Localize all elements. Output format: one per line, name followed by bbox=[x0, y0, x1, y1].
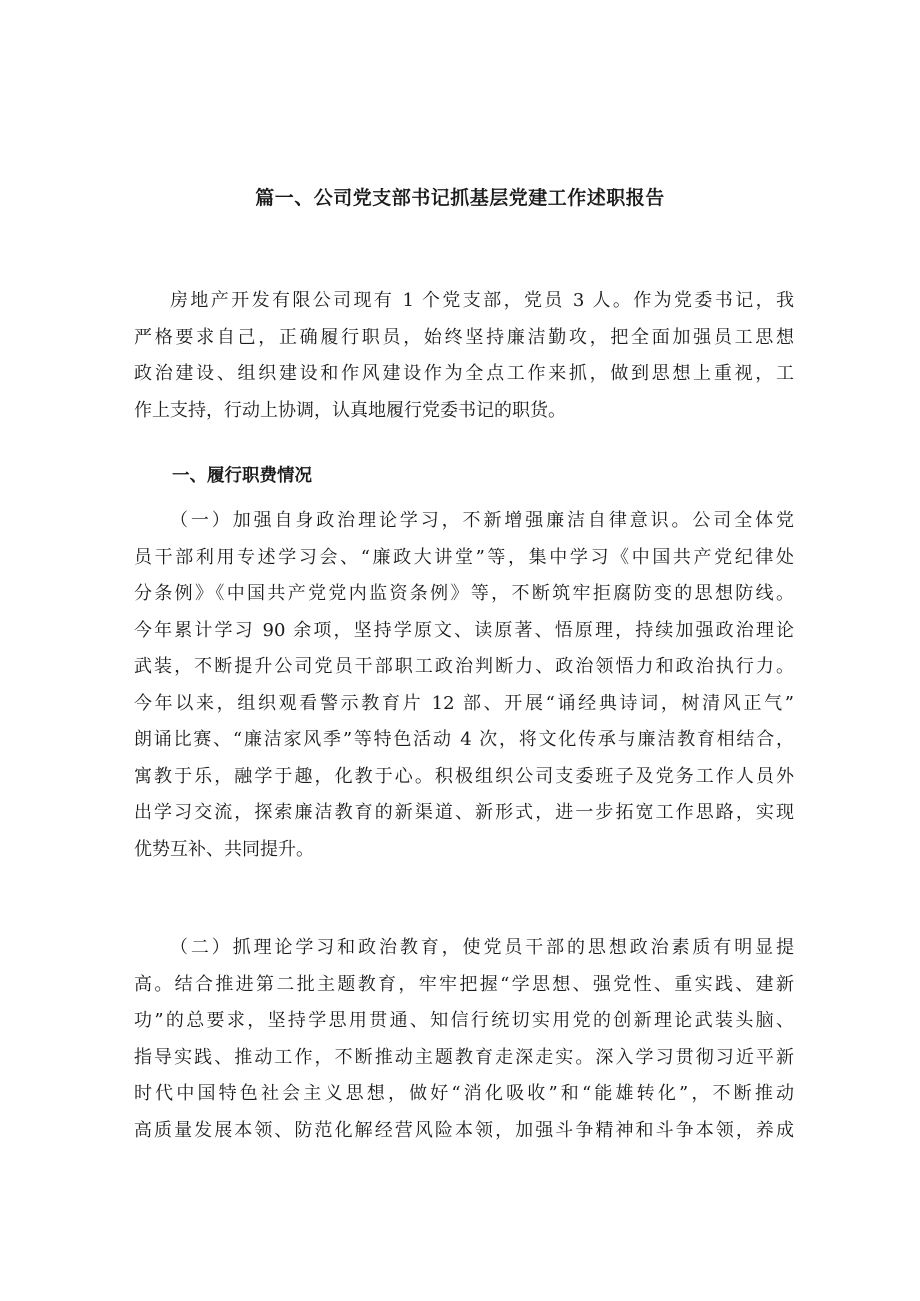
paragraph-line: 员干部利用专述学习会、“廉政大讲堂”等，集中学习《中国共产党纪律处 bbox=[134, 546, 794, 568]
paragraph-line: 严格要求自己，正确履行职员，始终坚持廉洁勤攻，把全面加强员工思想 bbox=[134, 326, 794, 348]
paragraph-line: 分条例》《中国共产党党内监资条例》等，不断筑牢拒腐防变的思想防线。 bbox=[134, 583, 794, 604]
body-paragraph-2 bbox=[134, 930, 794, 1149]
intro-paragraph bbox=[134, 283, 794, 429]
paragraph-line: 朗诵比赛、“廉洁家风季”等特色活动 4 次，将文化传承与廉洁教育相结合， bbox=[134, 729, 794, 750]
body-paragraph-1 bbox=[134, 503, 794, 868]
paragraph-line: （二）抓理论学习和政治教育，使党员干部的思想政治素质有明显提 bbox=[170, 937, 794, 958]
page-title: 篇一、公司党支部书记抓基层党建工作述职报告 bbox=[255, 187, 665, 209]
section-heading: 一、履行职费情况 bbox=[172, 466, 312, 486]
paragraph-line: 房地产开发有限公司现有 1 个党支部，党员 3 人。作为党委书记，我 bbox=[170, 290, 794, 311]
paragraph-line: 功”的总要求，坚持学思用贯通、知信行统切实用党的创新理论武装头脑、 bbox=[134, 1010, 794, 1031]
paragraph-line: 出学习交流，探索廉洁教育的新渠道、新形式，进一步拓宽工作思路，实现 bbox=[134, 802, 794, 823]
paragraph-line: 武装，不断提升公司党员干部职工政治判断力、政治领悟力和政治执行力。 bbox=[134, 656, 794, 677]
paragraph-line: 时代中国特色社会主义思想，做好“消化吸收”和“能雄转化”，不断推动 bbox=[134, 1083, 794, 1104]
paragraph-line: 作上支持，行动上协调，认真地履行党委书记的职货。 bbox=[134, 399, 566, 421]
paragraph-line: 今年以来，组织观看警示教育片 12 部、开展“诵经典诗词，树清风正气” bbox=[134, 692, 794, 714]
paragraph-line: 高。结合推进第二批主题教育，牢牢把握“学思想、强党性、重实践、建新 bbox=[134, 973, 794, 995]
paragraph-line: 寓教于乐，融学于趣，化教于心。积极组织公司支委班子及党务工作人员外 bbox=[134, 765, 794, 787]
paragraph-line: 今年累计学习 90 余项，坚持学原文、读原著、悟原理，持续加强政治理论 bbox=[134, 619, 794, 641]
paragraph-line: 指导实践、推动工作，不断推动主题教育走深走实。深入学习贯彻习近平新 bbox=[134, 1046, 794, 1068]
paragraph-line: （一）加强自身政治理论学习，不新增强廉洁自律意识。公司全体党 bbox=[170, 510, 794, 531]
paragraph-line: 优势互补、共同提升。 bbox=[134, 838, 314, 860]
paragraph-line: 政治建设、组织建设和作风建设作为全点工作来抓，做到思想上重视，工 bbox=[134, 363, 794, 384]
paragraph-line: 高质量发展本领、防范化解经营风险本领，加强斗争精神和斗争本领，养成 bbox=[134, 1119, 794, 1141]
